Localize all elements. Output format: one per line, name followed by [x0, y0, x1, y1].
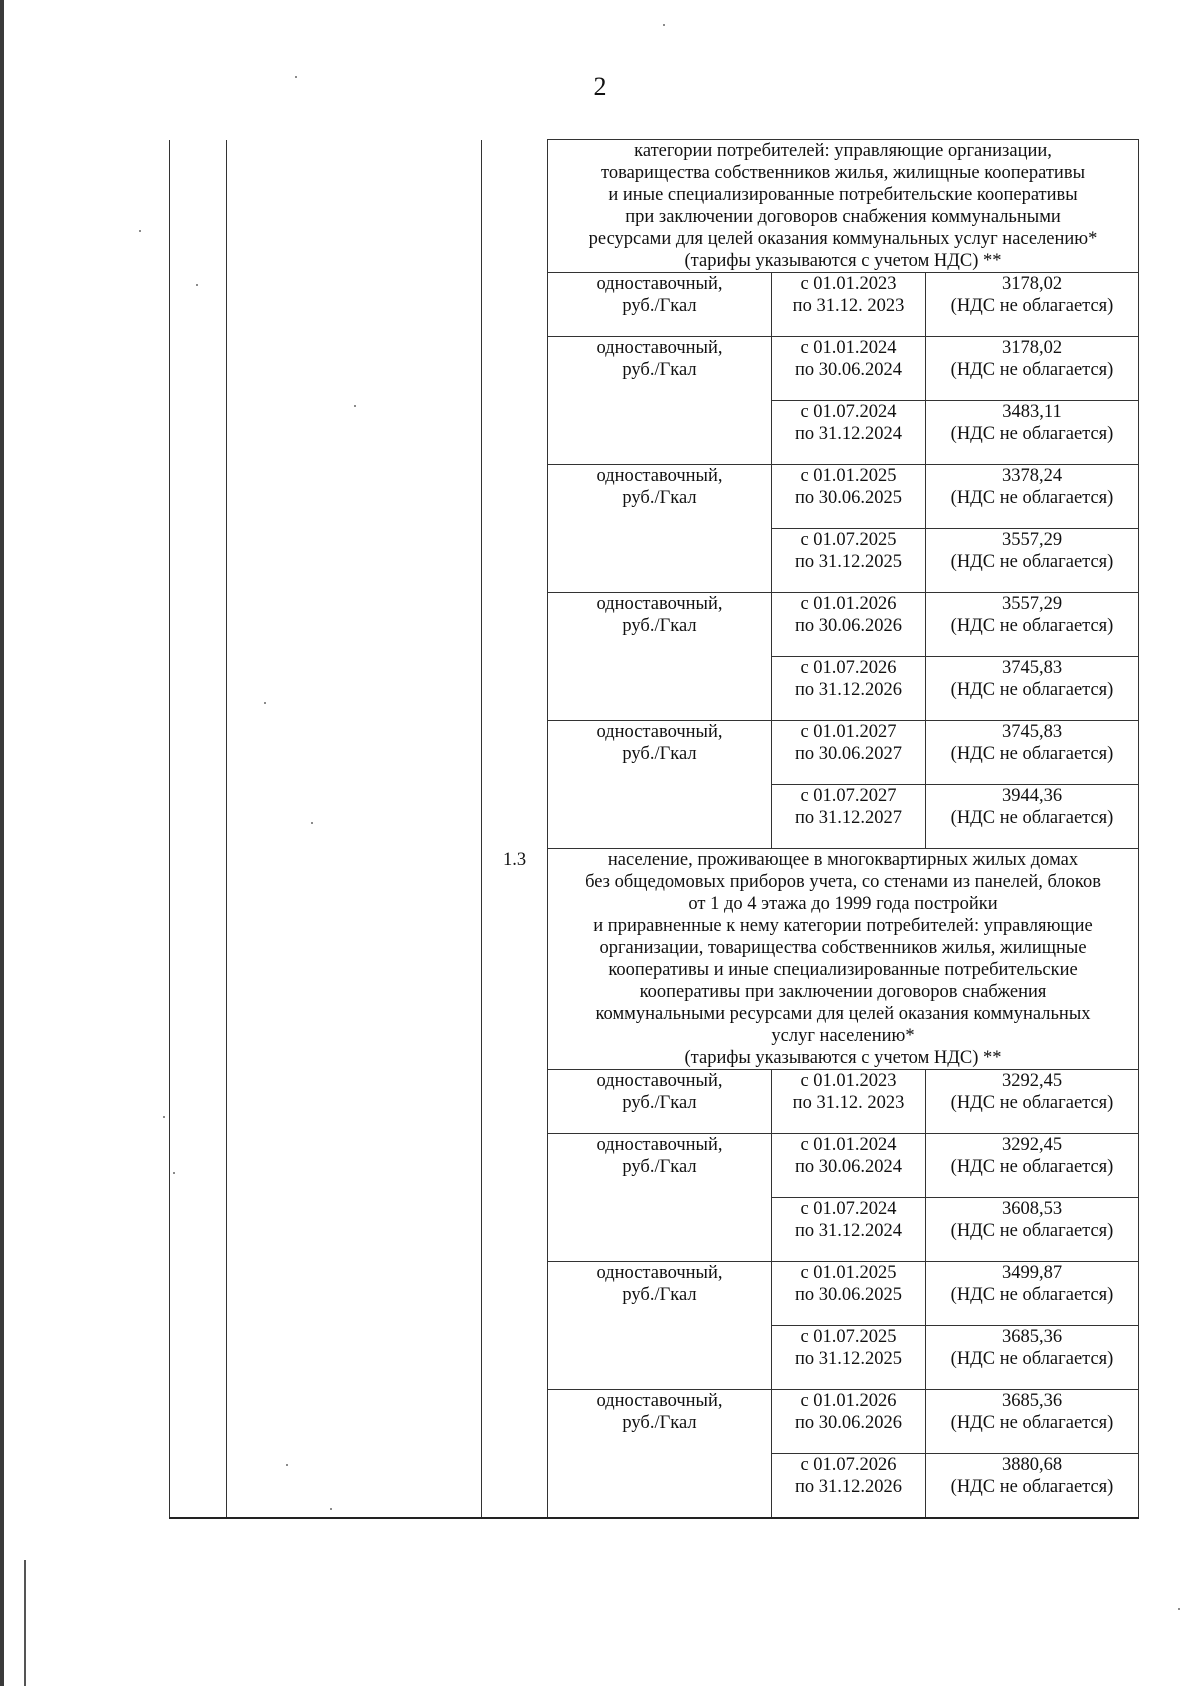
scan-edge-line: [24, 1560, 26, 1686]
spacer-col-3: [482, 1390, 548, 1454]
group-spacer-col-2: [227, 140, 482, 273]
spacer-col-1: [170, 273, 227, 337]
period-from: с 01.01.2024: [800, 1135, 897, 1155]
group-number: [482, 140, 548, 273]
vat-note: (НДС не облагается): [950, 1093, 1114, 1113]
period-to: по 31.12.2027: [794, 808, 903, 828]
spacer-col-2: [227, 1134, 482, 1198]
spacer-col-3: [482, 465, 548, 529]
spacer-col-3: [482, 593, 548, 657]
period-cell: [772, 1390, 926, 1454]
group-header-row: [170, 849, 1139, 1070]
tariff-value: 3557,29: [1001, 594, 1063, 614]
tariff-value: 3685,36: [1001, 1391, 1063, 1411]
vat-note: (НДС не облагается): [950, 1157, 1114, 1177]
spacer-col-2: [227, 1070, 482, 1134]
rate-type-cell: [548, 1262, 772, 1390]
spacer-col-1: [170, 337, 227, 401]
tariff-value: 3880,68: [1001, 1455, 1063, 1475]
period-to: по 30.06.2026: [794, 616, 903, 636]
spacer-col-2: [227, 1198, 482, 1262]
spacer-col-2: [227, 273, 482, 337]
period-from: с 01.07.2027: [800, 786, 897, 806]
vat-note: (НДС не облагается): [950, 424, 1114, 444]
rate-type-cell: [548, 337, 772, 465]
period-from: с 01.01.2023: [800, 1071, 897, 1091]
period-from: с 01.07.2026: [800, 658, 897, 678]
period-to: по 31.12.2025: [794, 1349, 903, 1369]
period-to: по 30.06.2024: [794, 360, 903, 380]
spacer-col-1: [170, 401, 227, 465]
group-header-line: услуг населению*: [771, 1026, 915, 1046]
tariff-value-cell: [926, 785, 1139, 849]
vat-note: (НДС не облагается): [950, 360, 1114, 380]
tariff-value-cell: [926, 401, 1139, 465]
tariff-value-cell: [926, 529, 1139, 593]
group-header-cell: [548, 140, 1139, 273]
period-from: с 01.01.2024: [800, 338, 897, 358]
period-to: по 31.12.2026: [794, 1477, 903, 1497]
period-from: с 01.07.2024: [800, 1199, 897, 1219]
period-from: с 01.07.2026: [800, 1455, 897, 1475]
rate-type-cell: [548, 721, 772, 849]
rate-type-label: одноставочный,: [596, 1263, 723, 1283]
tariff-value: 3292,45: [1001, 1135, 1063, 1155]
period-cell: [772, 657, 926, 721]
period-from: с 01.01.2026: [800, 1391, 897, 1411]
group-header-line: кооперативы при заключении договоров снабжения: [639, 982, 1047, 1002]
period-cell: [772, 273, 926, 337]
period-to: по 31.12.2025: [794, 552, 903, 572]
tariff-value: 3178,02: [1001, 274, 1063, 294]
tariff-row: [170, 593, 1139, 657]
rate-type-label: одноставочный,: [596, 274, 723, 294]
rate-unit-label: руб./Гкал: [622, 744, 697, 764]
spacer-col-2: [227, 1390, 482, 1454]
rate-type-cell: [548, 273, 772, 337]
spacer-col-1: [170, 1326, 227, 1390]
period-from: с 01.01.2023: [800, 274, 897, 294]
group-header-line: от 1 до 4 этажа до 1999 года постройки: [688, 894, 998, 914]
spacer-col-2: [227, 593, 482, 657]
rate-type-label: одноставочный,: [596, 1071, 723, 1091]
spacer-col-2: [227, 337, 482, 401]
period-cell: [772, 529, 926, 593]
rate-type-cell: [548, 593, 772, 721]
period-cell: [772, 593, 926, 657]
tariff-table: [169, 139, 1139, 1519]
tariff-value: 3745,83: [1001, 722, 1063, 742]
vat-note: (НДС не облагается): [950, 680, 1114, 700]
period-from: с 01.01.2025: [800, 1263, 897, 1283]
tariff-row: [170, 1390, 1139, 1454]
spacer-col-3: [482, 401, 548, 465]
group-number: 1.3: [482, 849, 548, 1070]
spacer-col-3: [482, 529, 548, 593]
group-header-line: (тарифы указываются с учетом НДС) **: [684, 1048, 1002, 1068]
tariff-value-cell: [926, 1134, 1139, 1198]
rate-type-label: одноставочный,: [596, 338, 723, 358]
vat-note: (НДС не облагается): [950, 1349, 1114, 1369]
tariff-value: 3483,11: [1002, 402, 1062, 422]
tariff-value-cell: [926, 1070, 1139, 1134]
rate-unit-label: руб./Гкал: [622, 1157, 697, 1177]
tariff-value-cell: [926, 593, 1139, 657]
spacer-col-1: [170, 529, 227, 593]
page-number: 2: [593, 72, 607, 101]
rate-type-cell: [548, 1390, 772, 1519]
period-cell: [772, 1454, 926, 1519]
scan-edge-line: [0, 0, 4, 1686]
period-to: по 31.12. 2023: [792, 1093, 905, 1113]
group-header-line: и приравненные к нему категории потребителей: управляющие: [593, 916, 1093, 936]
group-header-line: и иные специализированные потребительские кооперативы: [608, 185, 1078, 205]
period-to: по 30.06.2027: [794, 744, 903, 764]
spacer-col-2: [227, 721, 482, 785]
vat-note: (НДС не облагается): [950, 552, 1114, 572]
spacer-col-2: [227, 529, 482, 593]
period-to: по 31.12. 2023: [792, 296, 905, 316]
tariff-value: 3292,45: [1001, 1071, 1063, 1091]
period-cell: [772, 337, 926, 401]
rate-type-label: одноставочный,: [596, 1135, 723, 1155]
tariff-row: [170, 1134, 1139, 1198]
group-header-line: (тарифы указываются с учетом НДС) **: [684, 251, 1002, 271]
period-to: по 30.06.2026: [794, 1413, 903, 1433]
period-from: с 01.07.2025: [800, 1327, 897, 1347]
tariff-row: [170, 721, 1139, 785]
spacer-col-3: [482, 1454, 548, 1519]
vat-note: (НДС не облагается): [950, 1285, 1114, 1305]
tariff-value: 3499,87: [1001, 1263, 1063, 1283]
period-cell: [772, 1326, 926, 1390]
tariff-value: 3745,83: [1001, 658, 1063, 678]
tariff-value: 3178,02: [1001, 338, 1063, 358]
spacer-col-3: [482, 1070, 548, 1134]
spacer-col-1: [170, 465, 227, 529]
tariff-table-body: [170, 140, 1139, 1519]
tariff-row: [170, 337, 1139, 401]
spacer-col-3: [482, 721, 548, 785]
rate-unit-label: руб./Гкал: [622, 360, 697, 380]
spacer-col-3: [482, 1326, 548, 1390]
spacer-col-1: [170, 1390, 227, 1454]
group-header-line: категории потребителей: управляющие организации,: [634, 141, 1052, 161]
rate-type-label: одноставочный,: [596, 722, 723, 742]
period-to: по 31.12.2026: [794, 680, 903, 700]
spacer-col-2: [227, 465, 482, 529]
vat-note: (НДС не облагается): [950, 1221, 1114, 1241]
tariff-value-cell: [926, 465, 1139, 529]
period-cell: [772, 465, 926, 529]
group-header-line: ресурсами для целей оказания коммунальных услуг населению*: [588, 229, 1098, 249]
spacer-col-2: [227, 1262, 482, 1326]
group-header-line: при заключении договоров снабжения коммунальными: [625, 207, 1061, 227]
group-header-line: коммунальными ресурсами для целей оказания коммунальных: [595, 1004, 1091, 1024]
spacer-col-1: [170, 1454, 227, 1519]
rate-unit-label: руб./Гкал: [622, 1093, 697, 1113]
period-to: по 31.12.2024: [794, 424, 903, 444]
tariff-value-cell: [926, 337, 1139, 401]
rate-unit-label: руб./Гкал: [622, 1285, 697, 1305]
group-header-line: кооперативы и иные специализированные потребительские: [608, 960, 1078, 980]
period-from: с 01.01.2026: [800, 594, 897, 614]
spacer-col-2: [227, 401, 482, 465]
group-header-line: население, проживающее в многоквартирных жилых домах: [607, 850, 1079, 870]
period-from: с 01.07.2024: [800, 402, 897, 422]
period-to: по 30.06.2025: [794, 488, 903, 508]
group-spacer-col-1: [170, 849, 227, 1070]
group-header-line: организации, товарищества собственников жилья, жилищные: [599, 938, 1087, 958]
spacer-col-1: [170, 1262, 227, 1326]
spacer-col-2: [227, 657, 482, 721]
rate-type-label: одноставочный,: [596, 466, 723, 486]
group-header-line: без общедомовых приборов учета, со стенами из панелей, блоков: [585, 872, 1101, 892]
period-from: с 01.01.2025: [800, 466, 897, 486]
period-to: по 30.06.2025: [794, 1285, 903, 1305]
period-from: с 01.07.2025: [800, 530, 897, 550]
period-from: с 01.01.2027: [800, 722, 897, 742]
tariff-row: [170, 1070, 1139, 1134]
tariff-value-cell: [926, 657, 1139, 721]
spacer-col-3: [482, 785, 548, 849]
tariff-row: [170, 273, 1139, 337]
tariff-value-cell: [926, 721, 1139, 785]
spacer-col-1: [170, 1198, 227, 1262]
tariff-value-cell: [926, 1198, 1139, 1262]
spacer-col-1: [170, 593, 227, 657]
spacer-col-1: [170, 1070, 227, 1134]
rate-unit-label: руб./Гкал: [622, 488, 697, 508]
vat-note: (НДС не облагается): [950, 616, 1114, 636]
rate-unit-label: руб./Гкал: [622, 296, 697, 316]
group-spacer-col-1: [170, 140, 227, 273]
spacer-col-2: [227, 1326, 482, 1390]
rate-type-cell: [548, 465, 772, 593]
group-header-cell: [548, 849, 1139, 1070]
spacer-col-3: [482, 1134, 548, 1198]
scan-speck: [1178, 1608, 1180, 1610]
tariff-row: [170, 1262, 1139, 1326]
rate-type-label: одноставочный,: [596, 1391, 723, 1411]
period-cell: [772, 401, 926, 465]
vat-note: (НДС не облагается): [950, 744, 1114, 764]
spacer-col-2: [227, 785, 482, 849]
period-cell: [772, 785, 926, 849]
spacer-col-3: [482, 337, 548, 401]
spacer-col-2: [227, 1454, 482, 1519]
rate-type-cell: [548, 1134, 772, 1262]
scan-speck: [663, 24, 665, 26]
spacer-col-1: [170, 785, 227, 849]
spacer-col-1: [170, 1134, 227, 1198]
vat-note: (НДС не облагается): [950, 296, 1114, 316]
tariff-value: 3685,36: [1001, 1327, 1063, 1347]
tariff-value: 3944,36: [1001, 786, 1063, 806]
tariff-value-cell: [926, 273, 1139, 337]
period-cell: [772, 1262, 926, 1326]
period-cell: [772, 1070, 926, 1134]
spacer-col-3: [482, 273, 548, 337]
spacer-col-1: [170, 657, 227, 721]
tariff-value: 3557,29: [1001, 530, 1063, 550]
period-to: по 30.06.2024: [794, 1157, 903, 1177]
vat-note: (НДС не облагается): [950, 1477, 1114, 1497]
spacer-col-3: [482, 1262, 548, 1326]
period-cell: [772, 1198, 926, 1262]
vat-note: (НДС не облагается): [950, 1413, 1114, 1433]
tariff-value: 3608,53: [1001, 1199, 1063, 1219]
rate-type-cell: [548, 1070, 772, 1134]
group-header-line: товарищества собственников жилья, жилищные кооперативы: [601, 163, 1085, 183]
scan-speck: [139, 230, 141, 232]
tariff-value-cell: [926, 1262, 1139, 1326]
rate-unit-label: руб./Гкал: [622, 1413, 697, 1433]
rate-unit-label: руб./Гкал: [622, 616, 697, 636]
tariff-row: [170, 465, 1139, 529]
vat-note: (НДС не облагается): [950, 488, 1114, 508]
tariff-value-cell: [926, 1326, 1139, 1390]
group-spacer-col-2: [227, 849, 482, 1070]
spacer-col-3: [482, 657, 548, 721]
tariff-value-cell: [926, 1390, 1139, 1454]
spacer-col-3: [482, 1198, 548, 1262]
vat-note: (НДС не облагается): [950, 808, 1114, 828]
period-cell: [772, 721, 926, 785]
spacer-col-1: [170, 721, 227, 785]
period-cell: [772, 1134, 926, 1198]
tariff-value: 3378,24: [1001, 466, 1063, 486]
tariff-value-cell: [926, 1454, 1139, 1519]
scan-speck: [163, 1116, 165, 1118]
period-to: по 31.12.2024: [794, 1221, 903, 1241]
group-header-row: [170, 140, 1139, 273]
rate-type-label: одноставочный,: [596, 594, 723, 614]
